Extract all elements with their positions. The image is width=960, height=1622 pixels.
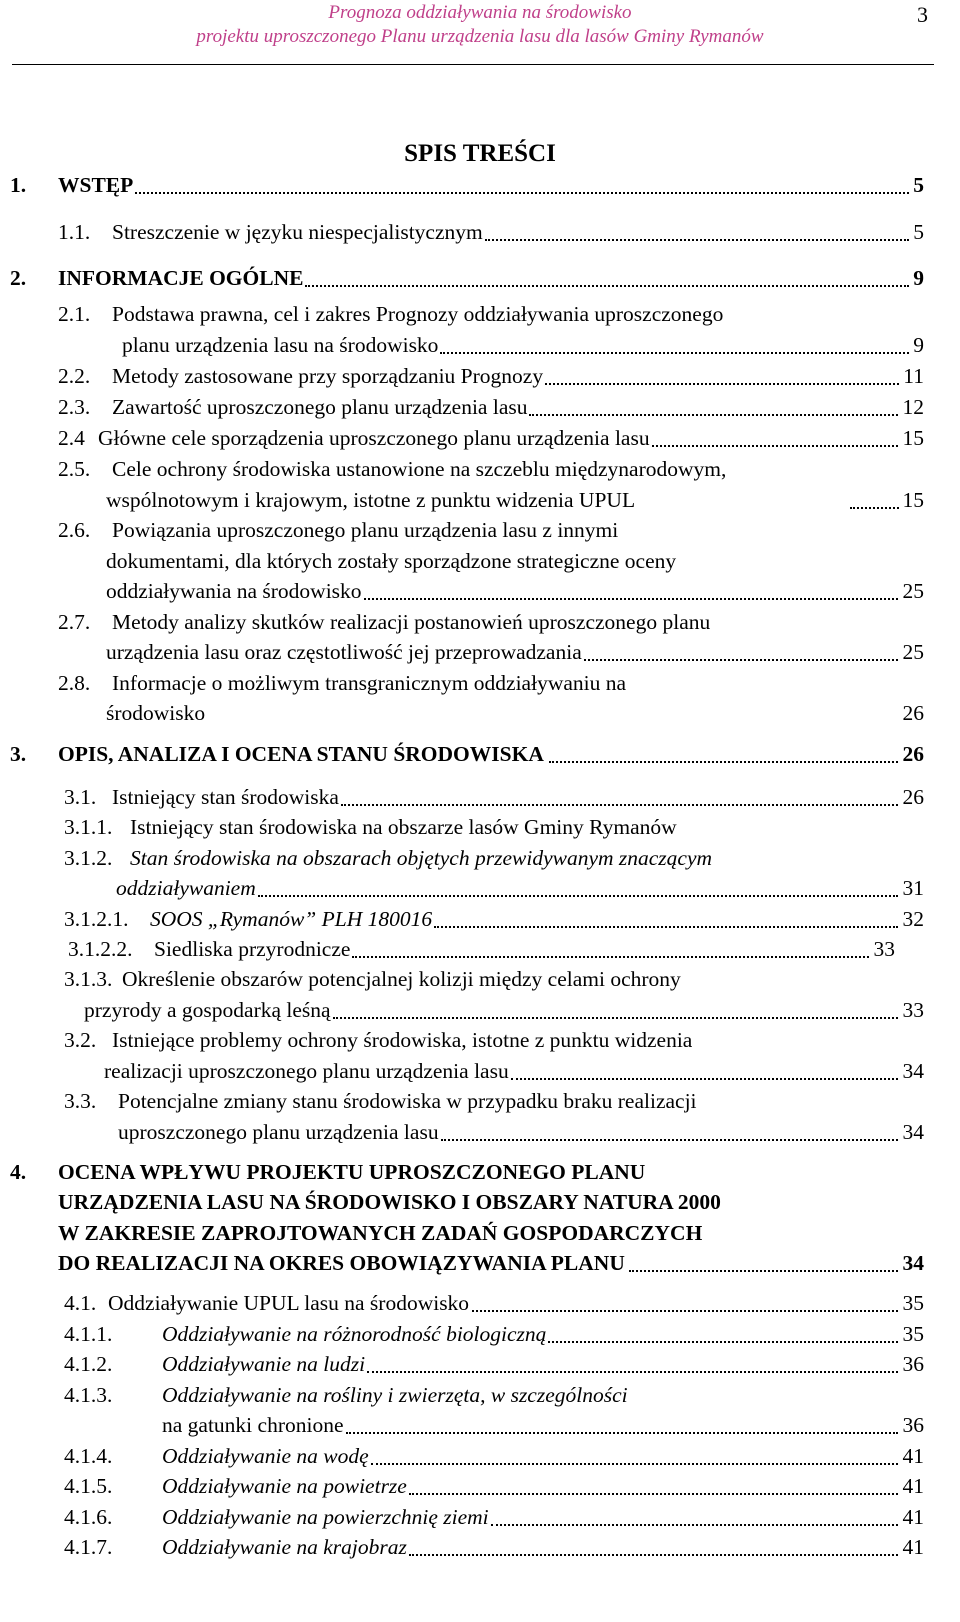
toc-entry-number: 3.1.3.	[64, 967, 113, 991]
toc-entry-page: 26	[902, 785, 924, 809]
toc-entry-number: 2.	[10, 266, 27, 290]
toc-entry-title: Siedliska przyrodnicze	[154, 937, 351, 961]
toc-entry[interactable]	[0, 1025, 960, 1055]
toc-entry-title: OPIS, ANALIZA I OCENA STANU ŚRODOWISKA	[58, 742, 544, 766]
toc-entry-title: Istniejący stan środowiska	[112, 785, 339, 809]
toc-entry[interactable]	[0, 1319, 960, 1349]
toc-entry-number: 3.3.	[64, 1089, 97, 1113]
toc-entry[interactable]	[0, 423, 960, 453]
toc-entry-page: 41	[902, 1505, 924, 1529]
toc-entry-page: 41	[902, 1474, 924, 1498]
toc-dot-leader	[346, 1432, 899, 1434]
toc-entry-title: środowisko	[106, 701, 206, 725]
toc-dot-leader	[652, 445, 899, 447]
toc-entry-title: Streszczenie w języku niespecjalistycznym	[112, 220, 483, 244]
toc-entry[interactable]	[0, 330, 960, 360]
toc-entry-title: W ZAKRESIE ZAPROJTOWANYCH ZADAŃ GOSPODARCZYCH	[58, 1221, 703, 1245]
toc-entry-number: 3.1.2.2.	[68, 937, 133, 961]
toc-entry-number: 4.	[10, 1160, 27, 1184]
toc-entry-title: realizacji uproszczonego planu urządzenia lasu	[104, 1059, 509, 1083]
header-subtitle: projektu uproszczonego Planu urządzenia lasu dla lasów Gminy Rymanów	[196, 26, 764, 47]
toc-entry-title: oddziaływania na środowisko	[106, 579, 362, 603]
toc-entry-title: Podstawa prawna, cel i zakres Prognozy oddziaływania uproszczonego	[112, 302, 724, 326]
toc-dot-leader	[434, 926, 898, 928]
toc-dot-leader	[485, 239, 910, 241]
toc-entry-title: INFORMACJE OGÓLNE	[58, 266, 304, 290]
toc-entry[interactable]	[0, 995, 960, 1025]
toc-entry-number: 2.7.	[58, 610, 91, 634]
toc-dot-leader	[529, 414, 898, 416]
toc-entry-title: Istniejący stan środowiska na obszarze lasów Gminy Rymanów	[130, 815, 677, 839]
page-number: 3	[917, 2, 928, 27]
toc-dot-leader	[440, 352, 909, 354]
toc-entry-title: Oddziaływanie na wodę	[162, 1444, 369, 1468]
toc-entry-number: 2.4	[58, 426, 85, 450]
toc-entry-page: 15	[902, 426, 924, 450]
toc-entry-number: 3.	[10, 742, 27, 766]
toc-entry[interactable]	[0, 812, 960, 842]
toc-entry-number: 3.2.	[64, 1028, 97, 1052]
toc-entry-title: urządzenia lasu oraz częstotliwość jej przeprowadzania	[106, 640, 582, 664]
toc-entry[interactable]	[0, 1056, 960, 1086]
toc-entry-title: SOOS „Rymanów” PLH 180016	[150, 907, 433, 931]
toc-dot-leader	[409, 1554, 899, 1556]
toc-entry-title: oddziaływaniem	[116, 876, 256, 900]
toc-entry[interactable]	[0, 170, 960, 200]
toc-dot-leader	[367, 1371, 898, 1373]
toc-entry[interactable]	[0, 739, 960, 769]
toc-entry-number: 2.5.	[58, 457, 91, 481]
toc-entry-page: 12	[902, 395, 924, 419]
toc-dot-leader	[352, 956, 869, 958]
toc-entry-page: 41	[902, 1444, 924, 1468]
toc-dot-leader	[584, 659, 899, 661]
toc-entry[interactable]	[0, 934, 960, 964]
toc-entry-title: Zawartość uproszczonego planu urządzenia lasu	[112, 395, 528, 419]
toc-dot-leader	[472, 1310, 899, 1312]
toc-entry[interactable]	[0, 1157, 960, 1187]
toc-entry[interactable]	[0, 964, 960, 994]
toc-entry-title: dokumentami, dla których zostały sporządzone strategiczne oceny	[106, 549, 677, 573]
toc-entry[interactable]	[0, 843, 960, 873]
toc-entry-title: Oddziaływanie na powietrze	[162, 1474, 407, 1498]
toc-entry-title: Oddziaływanie na powierzchnię ziemi	[162, 1505, 489, 1529]
toc-entry[interactable]	[0, 873, 960, 903]
toc-entry-title: Potencjalne zmiany stanu środowiska w przypadku braku realizacji	[118, 1089, 697, 1113]
toc-dot-leader	[850, 507, 899, 509]
toc-entry[interactable]	[0, 1218, 960, 1248]
toc-entry-title: OCENA WPŁYWU PROJEKTU UPROSZCZONEGO PLANU	[58, 1160, 646, 1184]
toc-dot-leader	[629, 1270, 898, 1272]
toc-entry[interactable]	[0, 698, 960, 728]
toc-entry[interactable]	[0, 1441, 960, 1471]
toc-entry-number: 2.6.	[58, 518, 91, 542]
toc-entry-title: Oddziaływanie na krajobraz	[162, 1535, 407, 1559]
toc-entry-title: WSTĘP	[58, 173, 134, 197]
toc-entry-title: Określenie obszarów potencjalnej kolizji między celami ochrony	[122, 967, 681, 991]
toc-dot-leader	[549, 761, 898, 763]
toc-entry[interactable]	[0, 1380, 960, 1410]
toc-entry-page: 34	[902, 1251, 924, 1275]
toc-entry[interactable]	[0, 1086, 960, 1116]
toc-entry-page: 9	[913, 266, 924, 290]
toc-entry-title: wspólnotowym i krajowym, istotne z punktu widzenia UPUL	[106, 488, 636, 512]
toc-entry[interactable]	[0, 485, 960, 515]
toc-entry[interactable]	[0, 1471, 960, 1501]
toc-entry[interactable]	[0, 782, 960, 812]
toc-entry-number: 4.1.3.	[64, 1383, 113, 1407]
toc-entry-title: Informacje o możliwym transgranicznym oddziaływaniu na	[112, 671, 627, 695]
toc-entry-title: Powiązania uproszczonego planu urządzenia lasu z innymi	[112, 518, 619, 542]
toc-entry[interactable]	[0, 668, 960, 698]
toc-entry[interactable]	[0, 1248, 960, 1278]
toc-entry-number: 1.1.	[58, 220, 91, 244]
toc-entry-title: Oddziaływanie UPUL lasu na środowisko	[108, 1291, 470, 1315]
toc-entry[interactable]	[0, 1288, 960, 1318]
toc-entry[interactable]	[0, 361, 960, 391]
toc-entry-number: 2.2.	[58, 364, 91, 388]
toc-entry[interactable]	[0, 1187, 960, 1217]
toc-entry-page: 36	[902, 1413, 924, 1437]
toc-entry-page: 26	[902, 701, 924, 725]
toc-entry-title: Metody zastosowane przy sporządzaniu Prognozy	[112, 364, 544, 388]
toc-dot-leader	[371, 1463, 899, 1465]
toc-dot-leader	[258, 895, 899, 897]
toc-entry[interactable]	[0, 546, 960, 576]
toc-entry-title: Metody analizy skutków realizacji postanowień uproszczonego planu	[112, 610, 711, 634]
toc-entry-page: 11	[903, 364, 924, 388]
toc-entry-page: 33	[873, 937, 895, 961]
toc-dot-leader	[441, 1139, 899, 1141]
header-title: Prognoza oddziaływania na środowisko	[328, 2, 632, 23]
toc-entry-page: 15	[902, 488, 924, 512]
toc-entry[interactable]	[0, 1410, 960, 1440]
toc-entry[interactable]	[0, 515, 960, 545]
toc-dot-leader	[364, 598, 899, 600]
toc-entry-number: 2.8.	[58, 671, 91, 695]
toc-entry-number: 3.1.2.1.	[64, 907, 129, 931]
toc-entry[interactable]	[0, 1502, 960, 1532]
toc-entry-title: URZĄDZENIA LASU NA ŚRODOWISKO I OBSZARY NATURA 2000	[58, 1190, 721, 1214]
toc-entry-page: 36	[902, 1352, 924, 1376]
toc-entry-page: 31	[902, 876, 924, 900]
toc-entry-page: 5	[913, 220, 924, 244]
toc-entry-title: na gatunki chronione	[162, 1413, 344, 1437]
toc-entry[interactable]	[0, 299, 960, 329]
toc-entry[interactable]	[0, 637, 960, 667]
toc-entry-page: 34	[902, 1059, 924, 1083]
toc-entry-number: 3.1.	[64, 785, 97, 809]
toc-entry-page: 32	[902, 907, 924, 931]
toc-dot-leader	[135, 192, 909, 194]
toc-entry[interactable]	[0, 392, 960, 422]
toc-dot-leader	[548, 1341, 898, 1343]
toc-entry-number: 4.1.6.	[64, 1505, 113, 1529]
toc-dot-leader	[491, 1524, 899, 1526]
toc-entry-page: 26	[902, 742, 924, 766]
toc-entry-page: 41	[902, 1535, 924, 1559]
toc-entry-number: 4.1.4.	[64, 1444, 113, 1468]
toc-entry-page: 25	[902, 640, 924, 664]
toc-entry[interactable]	[0, 1349, 960, 1379]
toc-entry[interactable]	[0, 217, 960, 247]
toc-dot-leader	[341, 804, 899, 806]
toc-title: SPIS TREŚCI	[404, 140, 556, 167]
toc-entry-number: 4.1.1.	[64, 1322, 113, 1346]
toc-entry-page: 35	[902, 1322, 924, 1346]
toc-entry[interactable]	[0, 1532, 960, 1562]
toc-entry-title: DO REALIZACJI NA OKRES OBOWIĄZYWANIA PLANU	[58, 1251, 625, 1275]
toc-entry-title: przyrody a gospodarką leśną	[84, 998, 331, 1022]
toc-entry-number: 2.1.	[58, 302, 91, 326]
toc-entry-title: Oddziaływanie na różnorodność biologiczną	[162, 1322, 547, 1346]
toc-entry-number: 3.1.1.	[64, 815, 113, 839]
toc-entry[interactable]	[0, 1117, 960, 1147]
toc-entry-title: Istniejące problemy ochrony środowiska, istotne z punktu widzenia	[112, 1028, 693, 1052]
toc-dot-leader	[545, 383, 899, 385]
toc-dot-leader	[409, 1493, 899, 1495]
toc-entry[interactable]	[0, 904, 960, 934]
toc-entry[interactable]	[0, 263, 960, 293]
toc-dot-leader	[333, 1017, 899, 1019]
toc-entry-page: 33	[902, 998, 924, 1022]
toc-entry-page: 34	[902, 1120, 924, 1144]
toc-entry-number: 4.1.7.	[64, 1535, 113, 1559]
toc-entry-title: planu urządzenia lasu na środowisko	[122, 333, 439, 357]
toc-entry-number: 3.1.2.	[64, 846, 113, 870]
toc-entry-title: uproszczonego planu urządzenia lasu	[118, 1120, 439, 1144]
toc-entry-number: 1.	[10, 173, 27, 197]
toc-entry-number: 4.1.5.	[64, 1474, 113, 1498]
toc-entry-title: Oddziaływanie na rośliny i zwierzęta, w szczególności	[162, 1383, 628, 1407]
toc-entry-title: Stan środowiska na obszarach objętych przewidywanym znaczącym	[130, 846, 713, 870]
page-header	[0, 0, 960, 70]
toc-entry-page: 5	[913, 173, 924, 197]
toc-entry-title: Cele ochrony środowiska ustanowione na szczeblu międzynarodowym,	[112, 457, 727, 481]
toc-entry[interactable]	[0, 607, 960, 637]
toc-entry-number: 4.1.	[64, 1291, 97, 1315]
header-rule	[12, 64, 934, 65]
toc-entry-number: 4.1.2.	[64, 1352, 113, 1376]
toc-entry-title: Główne cele sporządzenia uproszczonego planu urządzenia lasu	[98, 426, 650, 450]
toc-dot-leader	[305, 285, 909, 287]
toc-entry[interactable]	[0, 576, 960, 606]
toc-entry-title: Oddziaływanie na ludzi	[162, 1352, 366, 1376]
toc-entry-page: 35	[902, 1291, 924, 1315]
toc-entry-page: 9	[913, 333, 924, 357]
toc-entry[interactable]	[0, 454, 960, 484]
toc-dot-leader	[511, 1078, 899, 1080]
toc-entry-number: 2.3.	[58, 395, 91, 419]
toc-entry-page: 25	[902, 579, 924, 603]
